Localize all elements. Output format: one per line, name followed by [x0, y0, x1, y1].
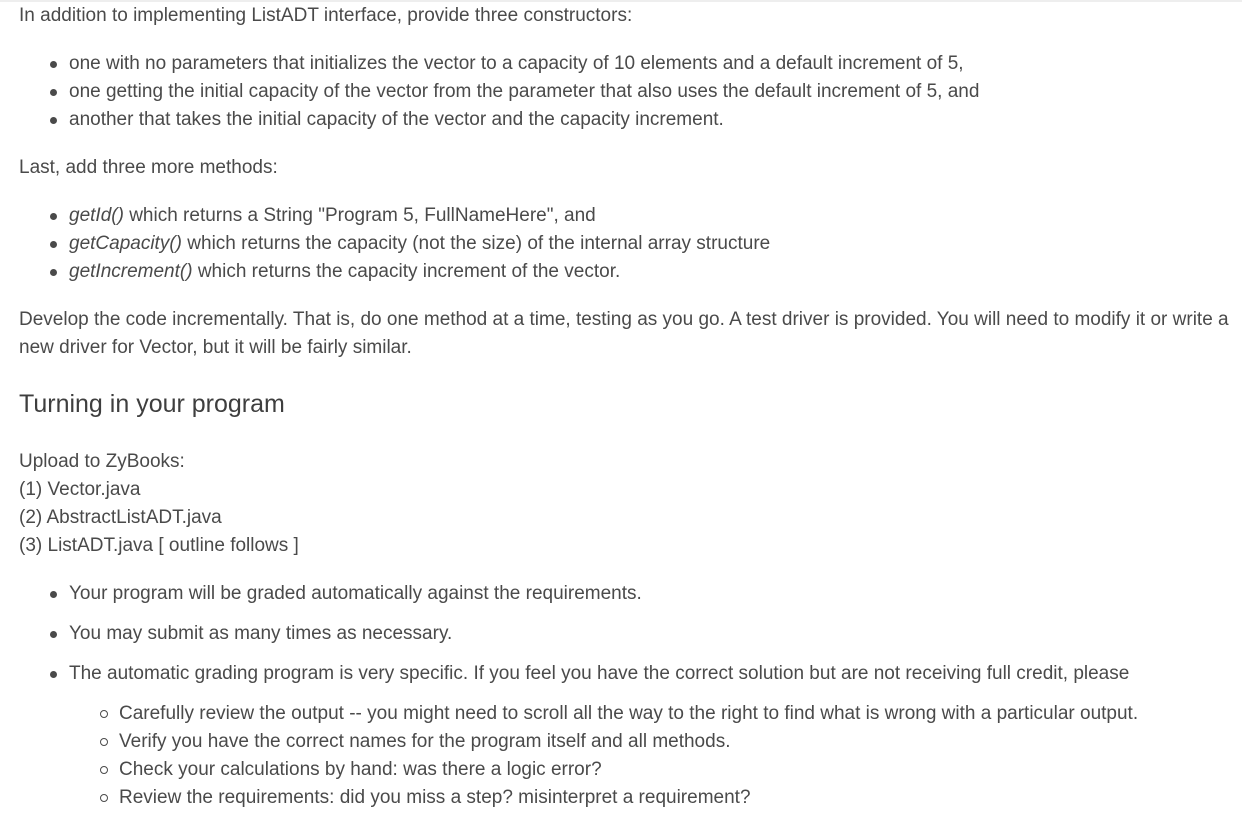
method-desc: which returns the capacity increment of the vector. [192, 261, 621, 282]
intro-paragraph: In addition to implementing ListADT interface, provide three constructors: [19, 5, 633, 26]
develop-paragraph: Develop the code incrementally. That is, do one method at a time, testing as you go. A test driver is provided. You will need to modify it or write a new driver for Vector, but it will be fairly similar. [19, 309, 1229, 358]
notes-list [19, 580, 1229, 688]
list-item [19, 202, 1229, 230]
methods-intro: Last, add three more methods: [19, 157, 278, 178]
list-item: another that takes the initial capacity of the vector and the capacity increment. [19, 106, 1229, 134]
upload-line: (2) AbstractListADT.java [19, 507, 222, 528]
method-desc: which returns the capacity (not the size) of the internal array structure [182, 233, 771, 254]
upload-line: (1) Vector.java [19, 479, 141, 500]
upload-line: (3) ListADT.java [ outline follows ] [19, 535, 299, 556]
section-heading: Turning in your program [19, 390, 285, 418]
list-item: Verify you have the correct names for the program itself and all methods. [19, 728, 1229, 756]
document-body [19, 2, 1229, 812]
list-item: one getting the initial capacity of the vector from the parameter that also uses the default increment of 5, and [19, 78, 1229, 106]
list-item: Review the requirements: did you miss a step? misinterpret a requirement? [19, 784, 1229, 812]
list-item: The automatic grading program is very specific. If you feel you have the correct solution but are not receiving full credit, please [19, 660, 1229, 688]
list-item: You may submit as many times as necessary. [19, 620, 1229, 648]
method-desc: which returns a String "Program 5, FullNameHere", and [123, 205, 596, 226]
method-name: getIncrement() [69, 261, 193, 282]
methods-list [19, 202, 1229, 286]
method-name: getCapacity() [69, 233, 182, 254]
method-name: getId() [69, 205, 124, 226]
list-item: Check your calculations by hand: was there a logic error? [19, 756, 1229, 784]
subnotes-list [19, 700, 1229, 812]
list-item [19, 230, 1229, 258]
upload-line: Upload to ZyBooks: [19, 451, 185, 472]
list-item: Carefully review the output -- you might need to scroll all the way to the right to find what is wrong with a particular output. [19, 700, 1229, 728]
constructors-list [19, 50, 1229, 134]
upload-block [19, 448, 1229, 560]
list-item: one with no parameters that initializes the vector to a capacity of 10 elements and a default increment of 5, [19, 50, 1229, 78]
list-item [19, 258, 1229, 286]
list-item: Your program will be graded automatically against the requirements. [19, 580, 1229, 608]
